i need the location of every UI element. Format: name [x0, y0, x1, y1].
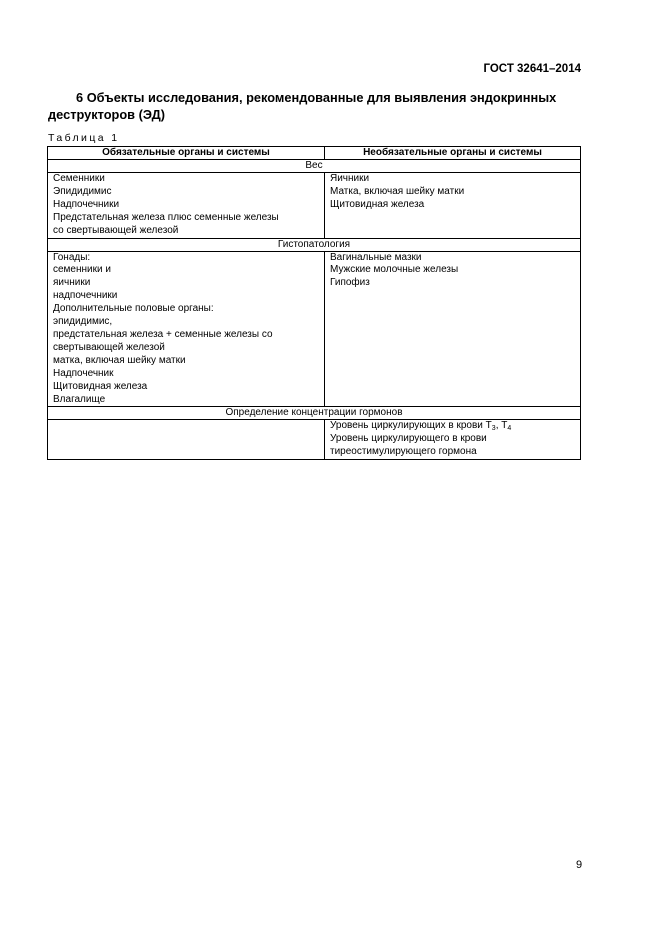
list-item: Мужские молочные железы [330, 264, 459, 276]
table-row [48, 173, 581, 239]
table-caption: Таблица 1 [48, 132, 120, 144]
list-item: Вагинальные мазки [330, 251, 422, 263]
page-number: 9 [576, 859, 583, 871]
list-item: свертывающей железой [53, 341, 165, 353]
list-item: Надпочечник [53, 367, 114, 379]
list-item: надпочечники [53, 290, 118, 302]
optional-organs-cell [325, 420, 581, 460]
list-item: Дополнительные половые органы: [53, 303, 214, 315]
list-item: Эпидидимис [53, 185, 112, 197]
list-item: матка, включая шейку матки [53, 354, 186, 366]
list-item-text: Уровень циркулирующих в крови Т [330, 420, 492, 432]
list-item-text: , Т [495, 420, 508, 432]
subscript: 3 [491, 425, 496, 433]
list-item: тиреостимулирующего гормона [330, 446, 477, 458]
column-header-required: Обязательные органы и системы [48, 147, 325, 160]
required-organs-cell [48, 173, 325, 239]
list-item: Семенники [53, 173, 105, 184]
list-item: яичники [53, 277, 91, 289]
section-heading-row [48, 238, 581, 251]
optional-organs-cell [325, 173, 581, 239]
list-item: Яичники [330, 173, 370, 184]
list-item: Уровень циркулирующего в крови [330, 433, 487, 445]
list-item: Щитовидная железа [53, 380, 148, 392]
required-organs-cell [48, 251, 325, 407]
list-item: Гонады: [53, 251, 91, 263]
document-code: ГОСТ 32641–2014 [483, 63, 581, 75]
list-item: Предстательная железа плюс семенные железы [53, 211, 279, 223]
column-header-optional: Необязательные органы и системы [325, 147, 581, 160]
list-item: Влагалище [53, 393, 106, 405]
list-item: семенники и [53, 264, 111, 276]
organs-table [47, 146, 581, 460]
table-header-row [48, 147, 581, 160]
section-heading-histopathology: Гистопатология [48, 238, 581, 251]
table-row [48, 420, 581, 460]
subscript: 4 [507, 425, 512, 433]
section-number: 6 [76, 90, 84, 105]
list-item: эпидидимис, [53, 316, 113, 328]
required-organs-cell [48, 420, 325, 460]
section-heading-row [48, 407, 581, 420]
list-item: со свертывающей железой [53, 224, 179, 236]
section-heading-weight: Вес [48, 160, 581, 173]
list-item [330, 420, 575, 433]
list-item: Щитовидная железа [330, 198, 425, 210]
section-title [48, 89, 584, 123]
table-row [48, 251, 581, 407]
list-item: Надпочечники [53, 198, 120, 210]
section-heading-hormones: Определение концентрации гормонов [48, 407, 581, 420]
list-item: Матка, включая шейку матки [330, 185, 465, 197]
section-heading-row [48, 160, 581, 173]
section-title-text: Объекты исследования, рекомендованные для выявления эндокринных деструкторов (ЭД) [48, 90, 557, 122]
list-item: Гипофиз [330, 277, 370, 289]
optional-organs-cell [325, 251, 581, 407]
list-item: предстательная железа + семенные железы со [53, 328, 273, 340]
